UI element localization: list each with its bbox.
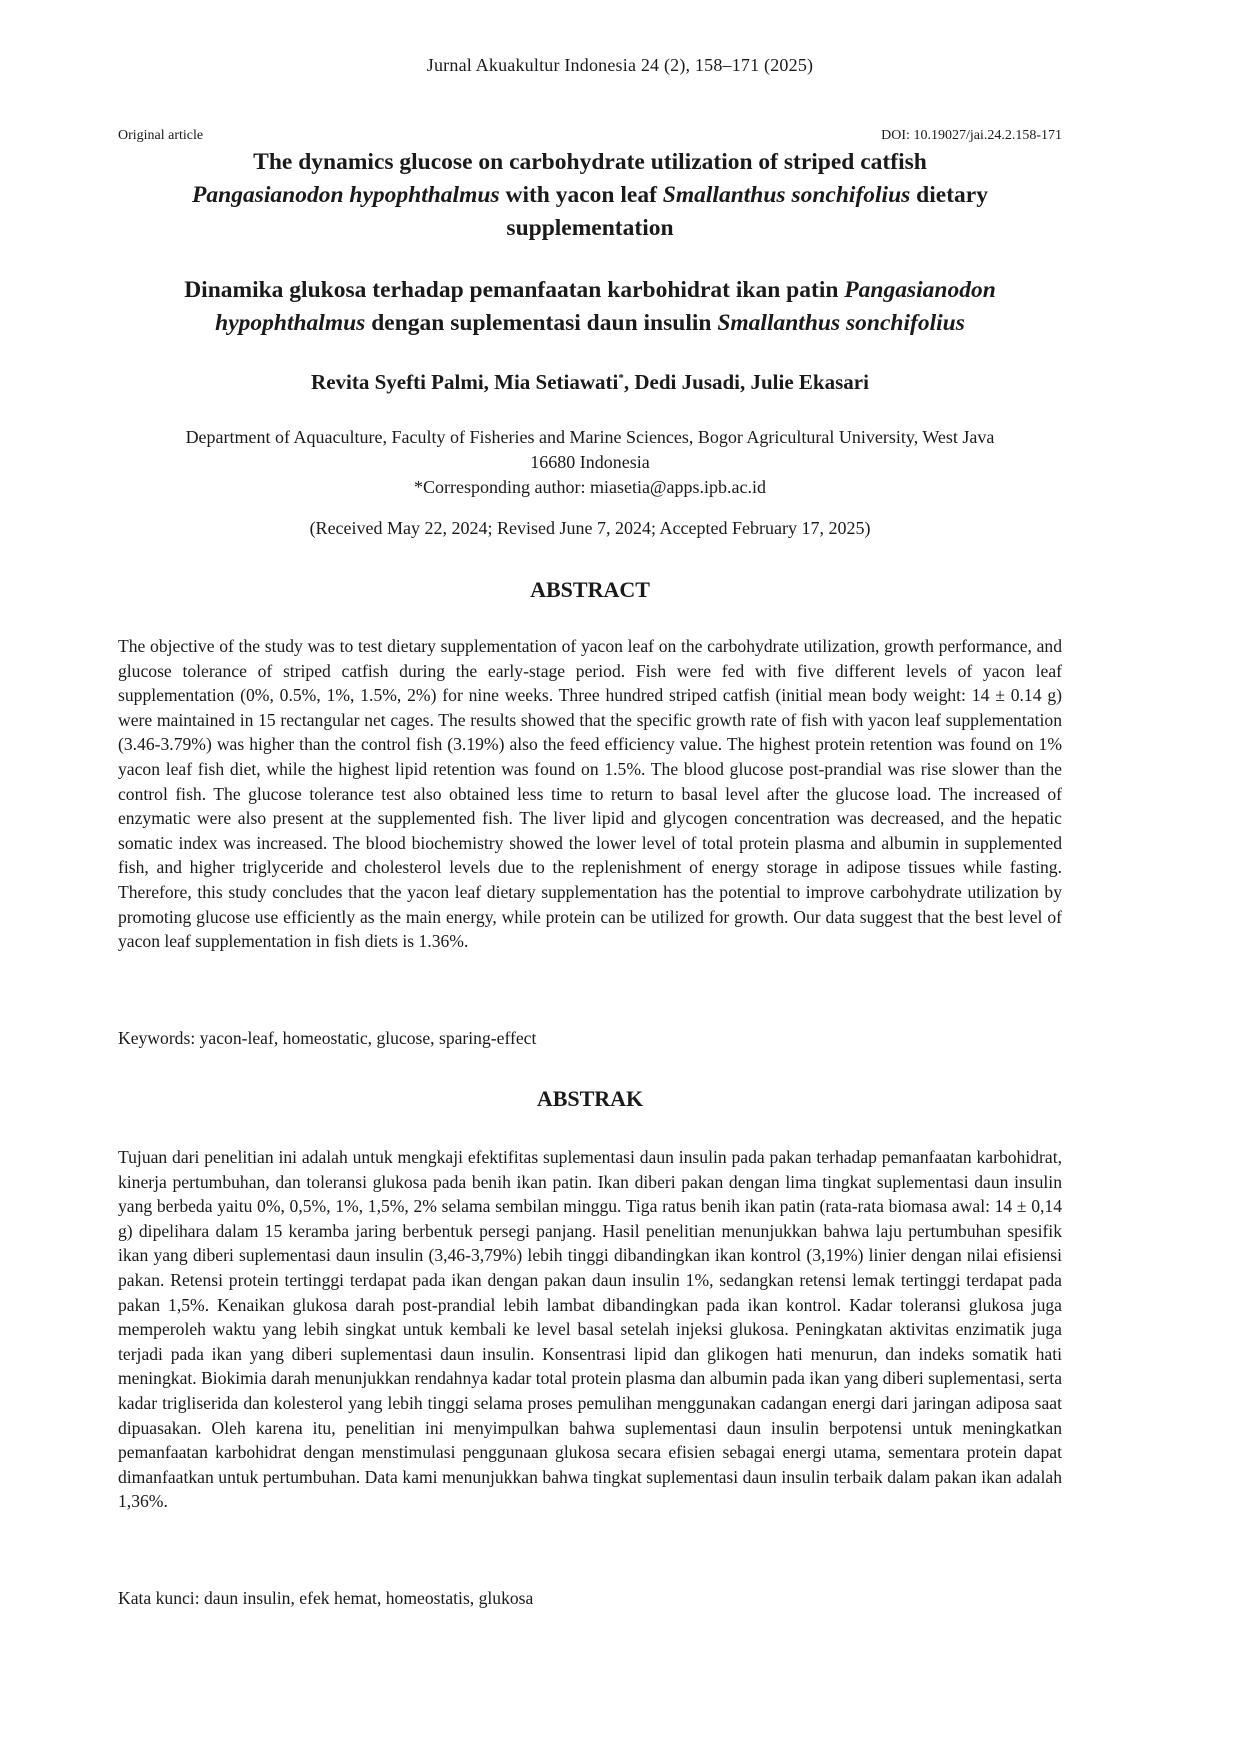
author-1: Revita Syefti Palmi,	[311, 370, 495, 394]
affiliation	[118, 425, 1062, 500]
journal-header: Jurnal Akuakultur Indonesia 24 (2), 158–171 (2025)	[426, 55, 814, 75]
abstrak-text: Tujuan dari penelitian ini adalah untuk mengkaji efektifitas suplementasi daun insulin pada pakan terhadap pemanfaatan karbohidrat, kinerja pertumbuhan, dan toleransi glukosa pada benih ikan patin. Ikan diberi pakan dengan lima tingkat suplementasi daun insulin yang berbeda yaitu 0%, 0,5%, 1%, 1,5%, 2% selama sembilan minggu. Tiga ratus benih ikan patin (rata-rata biomasa awal: 14 ± 0,14 g) dipelihara dalam 15 keramba jaring berbentuk persegi panjang. Hasil penelitian menunjukkan bahwa laju pertumbuhan spesifik ikan yang diberi suplementasi daun insulin (3,46-3,79%) lebih tinggi dibandingkan ikan kontrol (3,19%) linier dengan nilai efisiensi pakan. Retensi protein tertinggi terdapat pada ikan dengan pakan daun insulin 1%, sedangkan retensi lemak tertinggi terdapat pada pakan 1,5%. Kenaikan glukosa darah post-prandial lebih lambat dibandingkan pada ikan kontrol. Kadar toleransi glukosa juga memperoleh waktu yang lebih singkat untuk kembali ke level basal setelah injeksi glukosa. Peningkatan aktivitas enzimatik juga terjadi pada ikan yang diberi suplementasi daun insulin. Konsentrasi lipid dan glikogen hati menurun, dan indeks somatik hati meningkat. Biokimia darah menunjukkan rendahnya kadar total protein plasma dan albumin pada ikan yang diberi suplementasi, serta kadar trigliserida dan kolesterol yang lebih tinggi selama proses pemulihan menggunakan cadangan energi dari jaringan adiposa saat dipuasakan. Oleh karena itu, penelitian ini menyimpulkan bahwa suplementasi daun insulin berpotensi untuk meningkatkan pemanfaatan karbohidrat dengan menstimulasi penggunaan glukosa secara efisien sebagai energi utama, sementara protein dapat dimanfaatkan untuk pertumbuhan. Data kami menunjukkan bahwa tingkat suplementasi daun insulin terbaik dalam pakan ikan adalah 1,36%.	[118, 1147, 1062, 1512]
title-en-part3: dietary	[910, 182, 988, 208]
article-meta-row	[118, 128, 1062, 146]
title-en-part4: supplementation	[506, 215, 674, 241]
title-indonesian	[118, 274, 1062, 340]
article-type: Original article	[118, 128, 204, 143]
title-english	[118, 146, 1062, 245]
title-en-part1: The dynamics glucose on carbohydrate utilization of striped catfish	[253, 149, 927, 175]
affiliation-line1: Department of Aquaculture, Faculty of Fisheries and Marine Sciences, Bogor Agricultural University, West Java	[185, 427, 995, 447]
abstrak-heading: ABSTRAK	[536, 1086, 644, 1111]
abstract-heading: ABSTRACT	[530, 577, 650, 602]
title-id-species2: Smallanthus sonchifolius	[717, 310, 965, 336]
title-id-part1: Dinamika glukosa terhadap pemanfaatan karbohidrat ikan patin	[184, 277, 845, 303]
author-3-4: , Dedi Jusadi, Julie Ekasari	[623, 370, 869, 394]
doi-label: DOI: 10.19027/jai.24.2.158-171	[881, 128, 1062, 143]
title-en-part2: with yacon leaf	[499, 182, 663, 208]
title-id-part2: dengan suplementasi daun insulin	[365, 310, 718, 336]
abstract-text: The objective of the study was to test dietary supplementation of yacon leaf on the carbohydrate utilization, growth performance, and glucose tolerance of striped catfish during the early-stage period. Fish were fed with five different levels of yacon leaf supplementation (0%, 0.5%, 1%, 1.5%, 2%) for nine weeks. Three hundred striped catfish (initial mean body weight: 14 ± 0.14 g) were maintained in 15 rectangular net cages. The results showed that the specific growth rate of fish with yacon leaf supplementation (3.46-3.79%) was higher than the control fish (3.19%) also the feed efficiency value. The highest protein retention was found on 1% yacon leaf fish diet, while the highest lipid retention was found on 1.5%. The blood glucose post-prandial was rise slower than the control fish. The glucose tolerance test also obtained less time to return to basal level after the glucose load. The increased of enzymatic were also present at the supplemented fish. The liver lipid and glycogen concentration was decreased, and the hepatic somatic index was increased. The blood biochemistry showed the lower level of total protein plasma and albumin in supplemented fish, and higher triglyceride and cholesterol levels due to the replenishment of energy storage in adipose tissues while fasting. Therefore, this study concludes that the yacon leaf dietary supplementation has the potential to improve carbohydrate utilization by promoting glucose use efficiently as the main energy, while protein can be utilized for growth. Our data suggest that the best level of yacon leaf supplementation in fish diets is 1.36%.	[118, 636, 1062, 952]
title-id-species1a: Pangasianodon	[844, 277, 996, 303]
keywords-english: Keywords: yacon-leaf, homeostatic, glucose, sparing-effect	[118, 1028, 537, 1048]
author-list	[118, 370, 1062, 395]
title-en-species2: Smallanthus sonchifolius	[662, 182, 911, 208]
keywords-indonesian: Kata kunci: daun insulin, efek hemat, homeostatis, glukosa	[118, 1588, 534, 1608]
corresponding-mark: *	[618, 372, 624, 384]
corresponding-author: *Corresponding author: miasetia@apps.ipb.ac.id	[413, 477, 766, 497]
author-2: Mia Setiawati	[494, 370, 619, 394]
article-dates: (Received May 22, 2024; Revised June 7, 2024; Accepted February 17, 2025)	[309, 518, 871, 538]
title-id-species1b: hypophthalmus	[215, 310, 366, 336]
affiliation-line2: 16680 Indonesia	[530, 452, 650, 472]
title-en-species1: Pangasianodon hypophthalmus	[192, 182, 500, 208]
